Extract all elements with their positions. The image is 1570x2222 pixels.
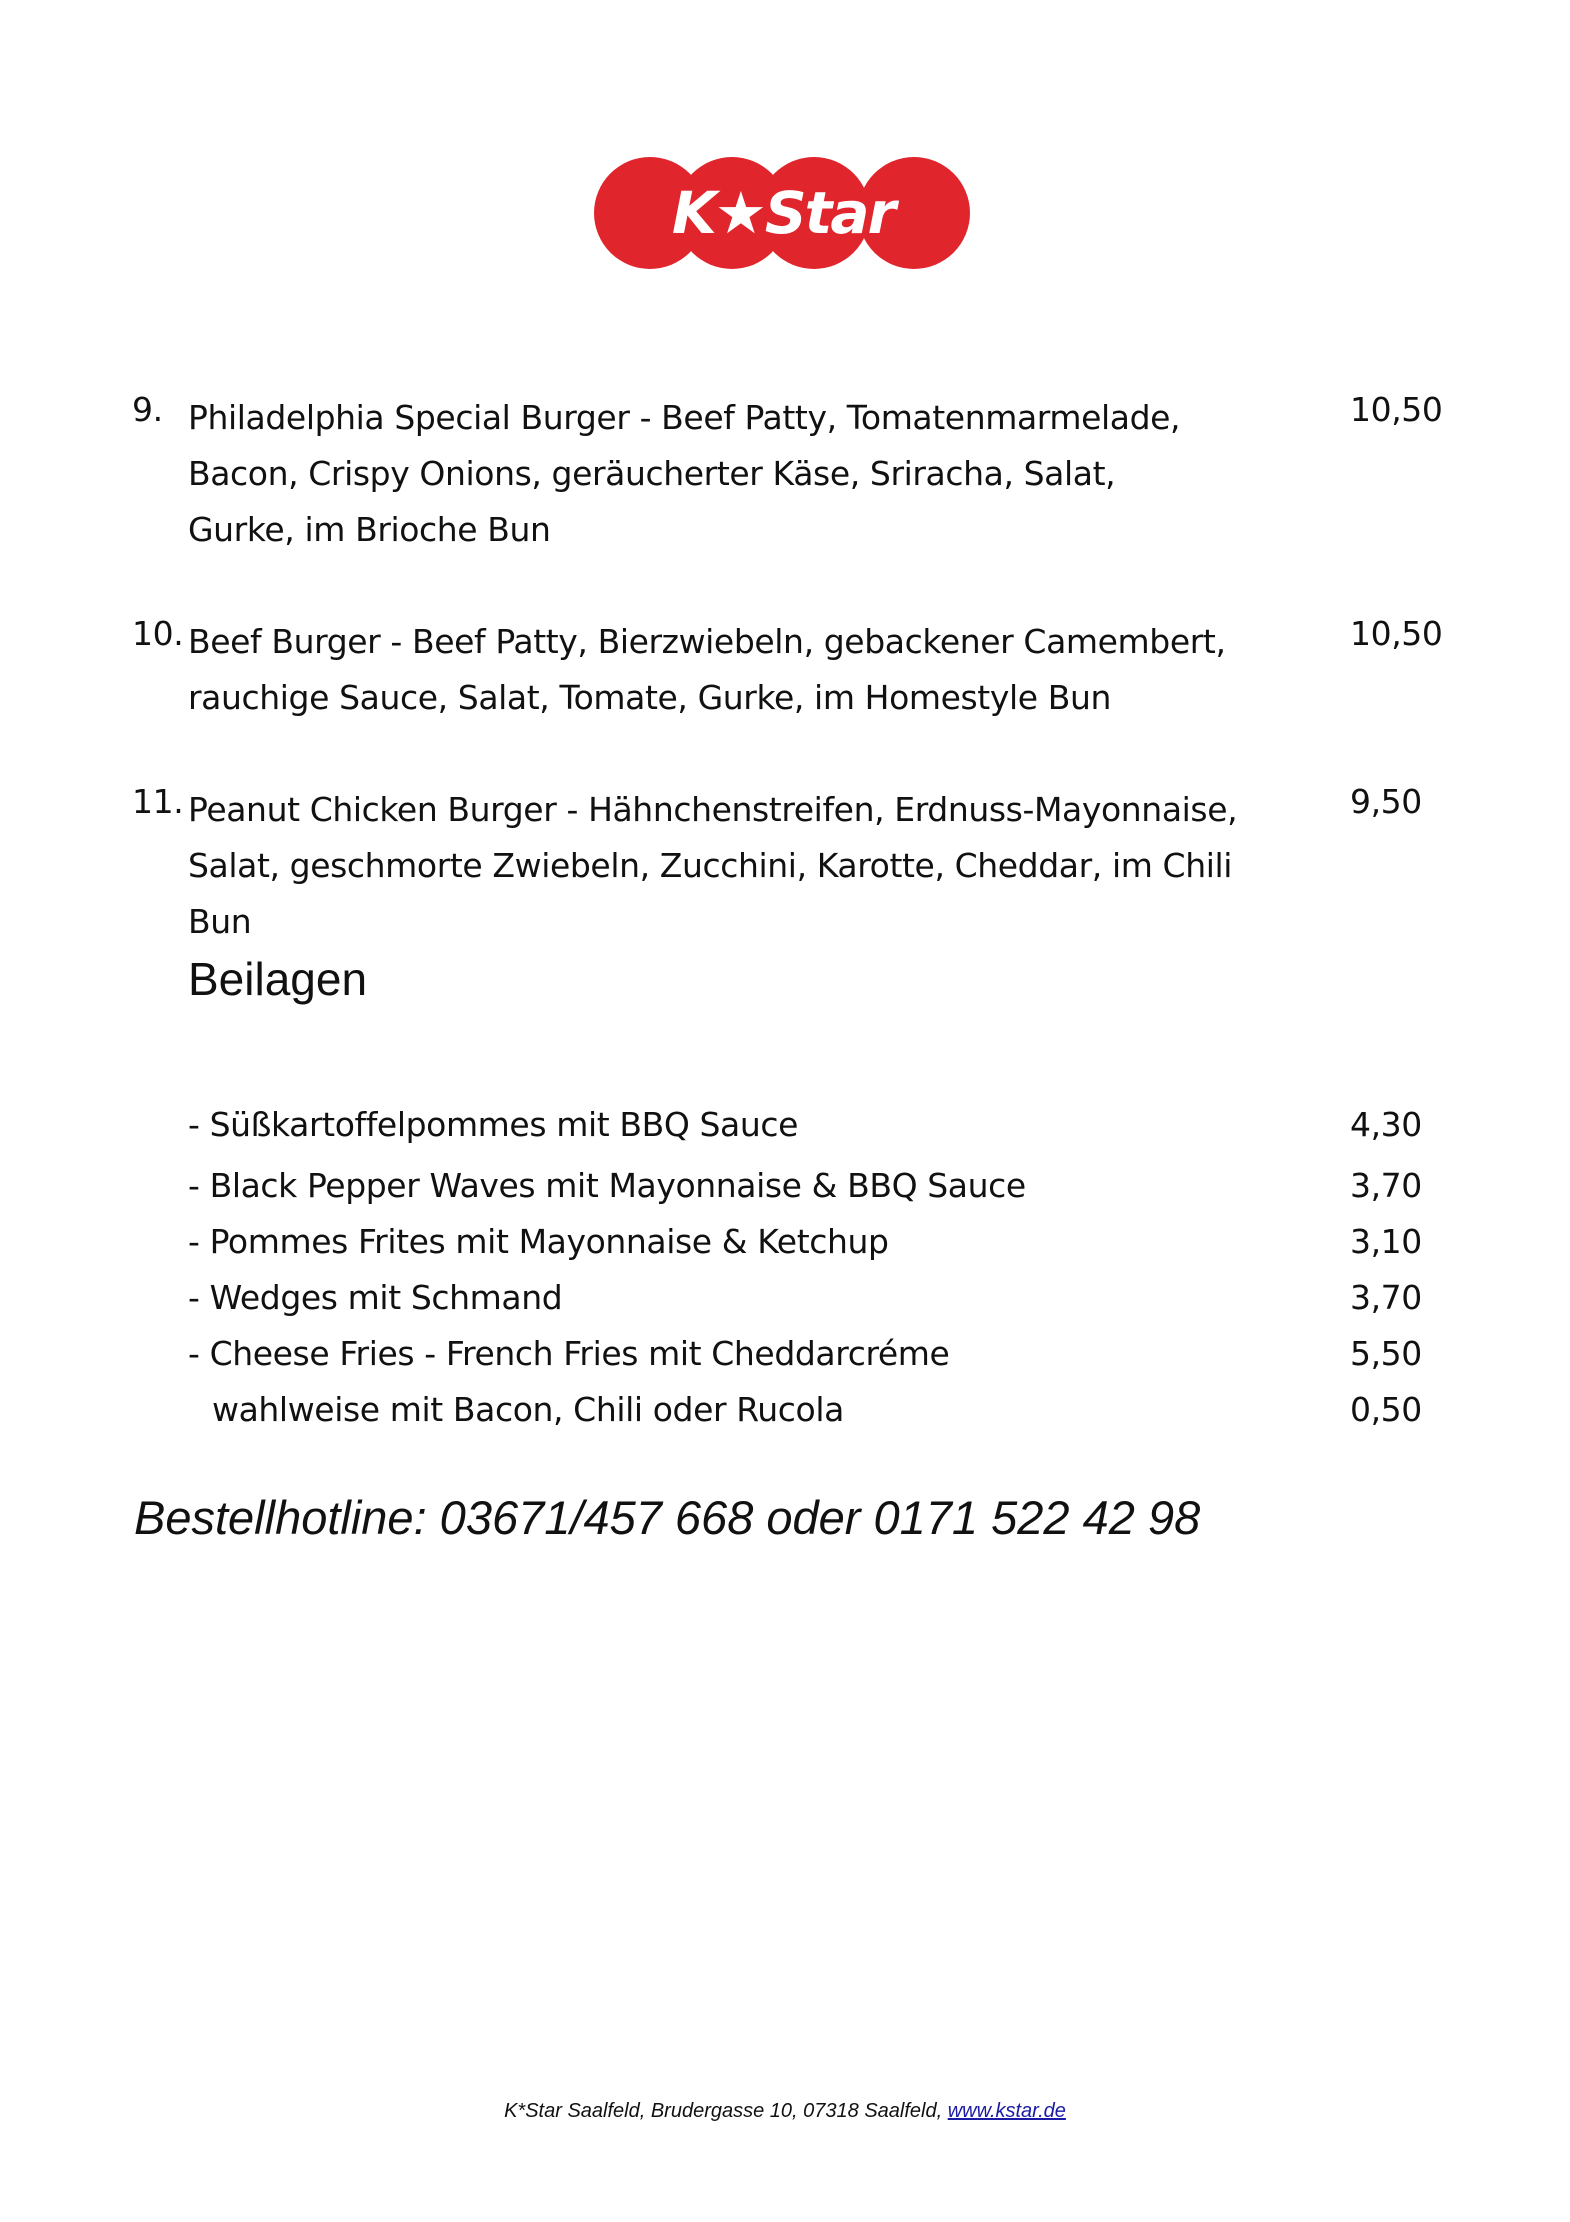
side-name: - Cheese Fries - French Fries mit Cheddarcréme (188, 1334, 950, 1373)
side-name: - Süßkartoffelpommes mit BBQ Sauce (188, 1105, 799, 1144)
item-price: 10,50 (1350, 614, 1443, 653)
item-description-line: Gurke, im Brioche Bun (188, 510, 551, 549)
item-description-line: rauchige Sauce, Salat, Tomate, Gurke, im Homestyle Bun (188, 678, 1112, 717)
item-price: 9,50 (1350, 782, 1422, 821)
item-number: 11. (132, 782, 184, 821)
item-description (188, 614, 1268, 726)
side-name: - Wedges mit Schmand (188, 1278, 563, 1317)
side-price: 3,70 (1350, 1278, 1422, 1317)
side-name: - Black Pepper Waves mit Mayonnaise & BBQ Sauce (188, 1166, 1026, 1205)
item-price: 10,50 (1350, 390, 1443, 429)
side-price: 3,10 (1350, 1222, 1422, 1261)
svg-text:K★Star: K★Star (671, 179, 895, 247)
item-description-line: Salat, geschmorte Zwiebeln, Zucchini, Karotte, Cheddar, im Chili Bun (188, 846, 1233, 941)
side-name: - Pommes Frites mit Mayonnaise & Ketchup (188, 1222, 889, 1261)
side-price: 3,70 (1350, 1166, 1422, 1205)
item-description (188, 782, 1268, 950)
item-description-line: Beef Burger - Beef Patty, Bierzwiebeln, gebackener Camembert, (188, 622, 1226, 661)
side-name: wahlweise mit Bacon, Chili oder Rucola (212, 1390, 844, 1429)
kstar-logo-graphic (592, 157, 974, 269)
section-heading-sides: Beilagen (188, 953, 368, 1005)
item-description-line: Peanut Chicken Burger - Hähnchenstreifen, Erdnuss-Mayonnaise, (188, 790, 1238, 829)
website-link[interactable]: www.kstar.de (947, 2100, 1066, 2122)
item-description-line: Bacon, Crispy Onions, geräucherter Käse, Sriracha, Salat, (188, 454, 1116, 493)
item-number: 10. (132, 614, 184, 653)
side-price: 0,50 (1350, 1390, 1422, 1429)
item-number: 9. (132, 390, 163, 429)
side-price: 5,50 (1350, 1334, 1422, 1373)
footer-address (0, 2100, 1570, 2123)
side-price: 4,30 (1350, 1105, 1422, 1144)
order-hotline: Bestellhotline: 03671/457 668 oder 0171 522 42 98 (134, 1491, 1201, 1544)
item-description (188, 390, 1268, 558)
item-description-line: Philadelphia Special Burger - Beef Patty, Tomatenmarmelade, (188, 398, 1181, 437)
footer-address-text: K*Star Saalfeld, Brudergasse 10, 07318 Saalfeld, (504, 2100, 948, 2122)
kstar-logo (592, 157, 974, 269)
